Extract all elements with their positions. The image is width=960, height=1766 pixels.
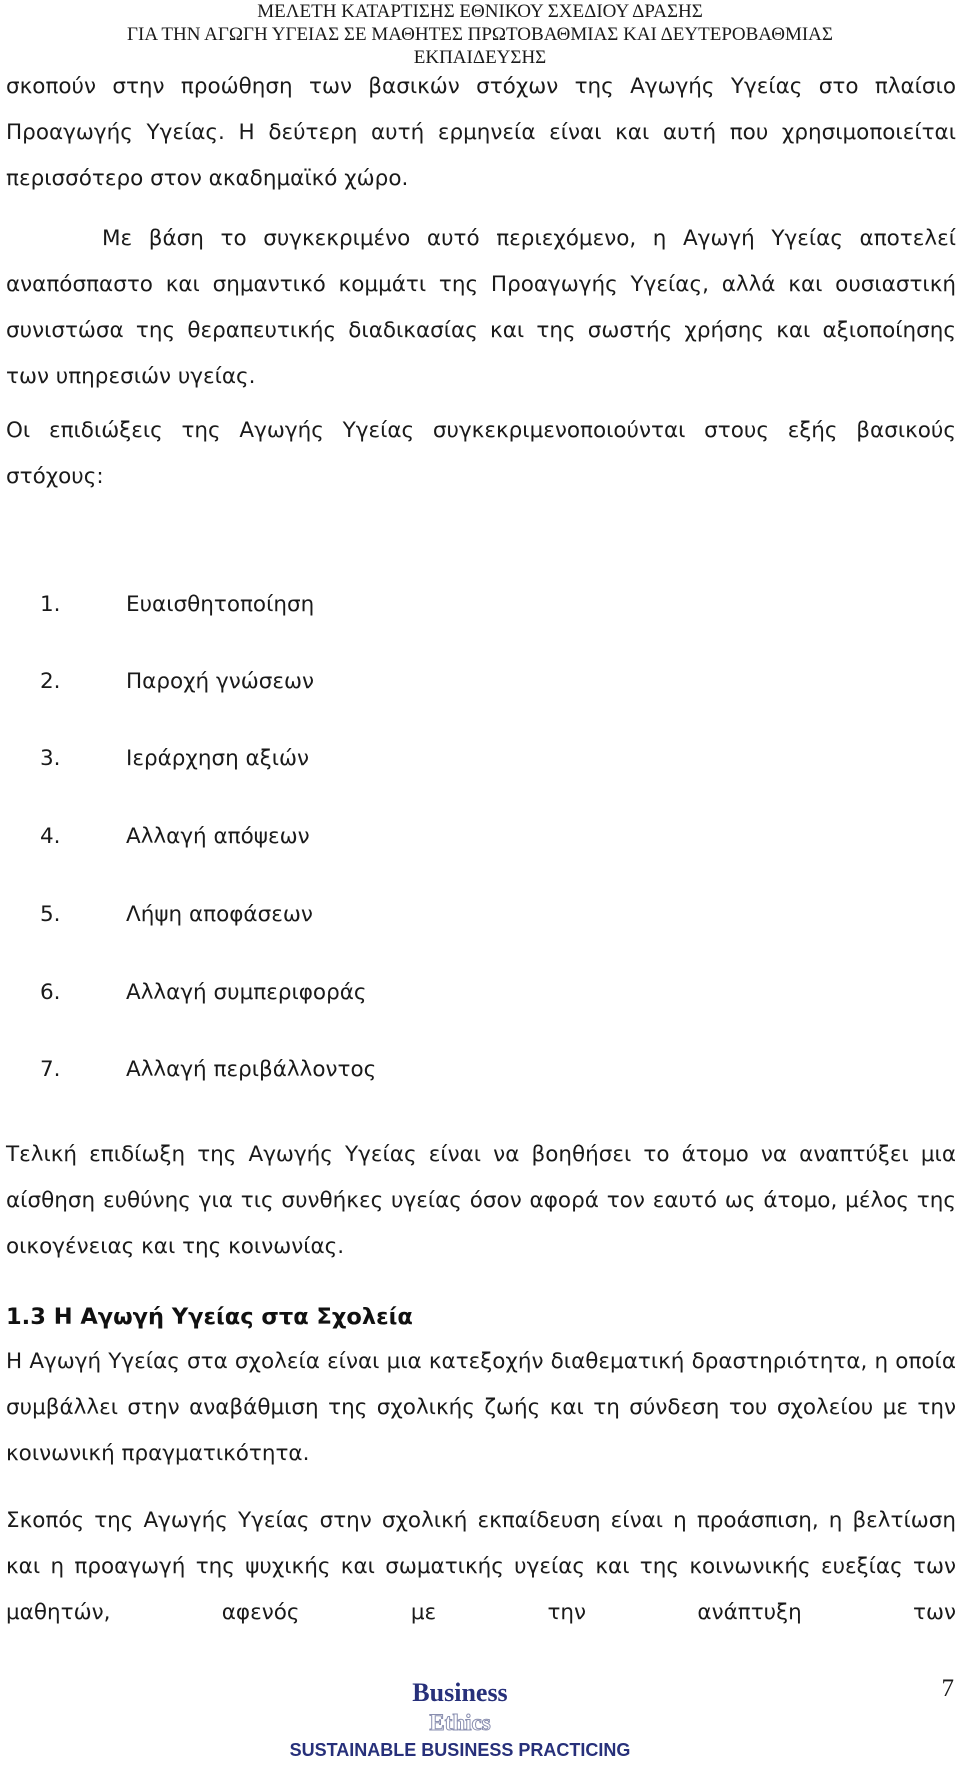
paragraph-2: Με βάση το συγκεκριμένο αυτό περιεχόμενο, η Αγωγή Υγείας αποτελεί αναπόσπαστο και σημαντικό κομμάτι της Προαγωγής Υγείας, αλλά και ουσιαστική συνιστώσα της θεραπευτικής διαδικασίας και της σωστής χρήσης και αξιοποίησης των υπηρεσιών υγείας.	[6, 226, 956, 389]
list-number: 7.	[40, 1057, 61, 1082]
list-text: Λήψη αποφάσεων	[126, 902, 313, 927]
list-item	[40, 667, 314, 697]
list-item	[40, 590, 314, 620]
list-item	[40, 744, 309, 774]
footer-logo-business: Business	[412, 1678, 508, 1707]
list-item	[40, 900, 313, 930]
list-text: Παροχή γνώσεων	[126, 669, 315, 694]
footer-logo-tagline: SUSTAINABLE BUSINESS PRACTICING	[289, 1740, 631, 1760]
list-number: 4.	[40, 824, 61, 849]
paragraph-3: Οι επιδιώξεις της Αγωγής Υγείας συγκεκριμενοποιούνται στους εξής βασικούς στόχους:	[6, 418, 956, 489]
paragraph-1: σκοπούν στην προώθηση των βασικών στόχων της Αγωγής Υγείας στο πλαίσιο Προαγωγής Υγείας. Η δεύτερη αυτή ερμηνεία είναι και αυτή που χρησιμοποιείται περισσότερο στον ακαδημαϊκό χώρο.	[6, 74, 956, 191]
list-text: Αλλαγή συμπεριφοράς	[126, 980, 367, 1005]
list-number: 2.	[40, 669, 61, 694]
list-text: Ευαισθητοποίηση	[126, 592, 315, 617]
header-line-3: ΕΚΠΑΙΔΕΥΣΗΣ	[413, 47, 547, 68]
list-number: 5.	[40, 902, 61, 927]
list-number: 3.	[40, 746, 61, 771]
list-number: 1.	[40, 592, 61, 617]
list-item	[40, 1055, 376, 1085]
list-text: Αλλαγή απόψεων	[126, 824, 310, 849]
footer-logo-ethics: Ethics	[429, 1710, 491, 1735]
paragraph-block-4	[6, 1132, 956, 1270]
section-heading: 1.3 Η Αγωγή Υγείας στα Σχολεία	[6, 1304, 413, 1330]
paragraph-6: Σκοπός της Αγωγής Υγείας στην σχολική εκπαίδευση είναι η προάσπιση, η βελτίωση και η προαγωγή της ψυχικής και σωματικής υγείας και της κοινωνικής ευεξίας των μαθητών, αφενός με την ανάπτυξη των	[6, 1508, 956, 1625]
running-header	[0, 0, 960, 69]
list-item	[40, 978, 367, 1008]
list-text: Ιεράρχηση αξιών	[126, 746, 310, 771]
paragraph-continuation	[6, 64, 956, 202]
header-line-1: ΜΕΛΕΤΗ ΚΑΤΑΡΤΙΣΗΣ ΕΘΝΙΚΟΥ ΣΧΕΔΙΟΥ ΔΡΑΣΗΣ	[257, 1, 703, 22]
paragraph-block-2	[6, 216, 956, 400]
list-number: 6.	[40, 980, 61, 1005]
header-line-2: ΓΙΑ ΤΗΝ ΑΓΩΓΗ ΥΓΕΙΑΣ ΣΕ ΜΑΘΗΤΕΣ ΠΡΩΤΟΒΑΘΜΙΑΣ ΚΑΙ ΔΕΥΤΕΡΟΒΑΘΜΙΑΣ	[127, 24, 833, 45]
paragraph-block-3	[6, 408, 956, 500]
list-item	[40, 822, 310, 852]
paragraph-4: Τελική επιδίωξη της Αγωγής Υγείας είναι να βοηθήσει το άτομο να αναπτύξει μια αίσθηση ευθύνης για τις συνθήκες υγείας όσον αφορά τον εαυτό ως άτομο, μέλος της οικογένειας και της κοινωνίας.	[6, 1142, 956, 1259]
paragraph-5: Η Αγωγή Υγείας στα σχολεία είναι μια κατεξοχήν διαθεματική δραστηριότητα, η οποία συμβάλλει στην αναβάθμιση της σχολικής ζωής και τη σύνδεση του σχολείου με την κοινωνική πραγματικότητα.	[6, 1349, 956, 1466]
page-number: 7	[941, 1675, 954, 1702]
paragraph-block-5	[6, 1339, 956, 1477]
list-text: Αλλαγή περιβάλλοντος	[126, 1057, 377, 1082]
paragraph-block-6	[6, 1498, 956, 1636]
